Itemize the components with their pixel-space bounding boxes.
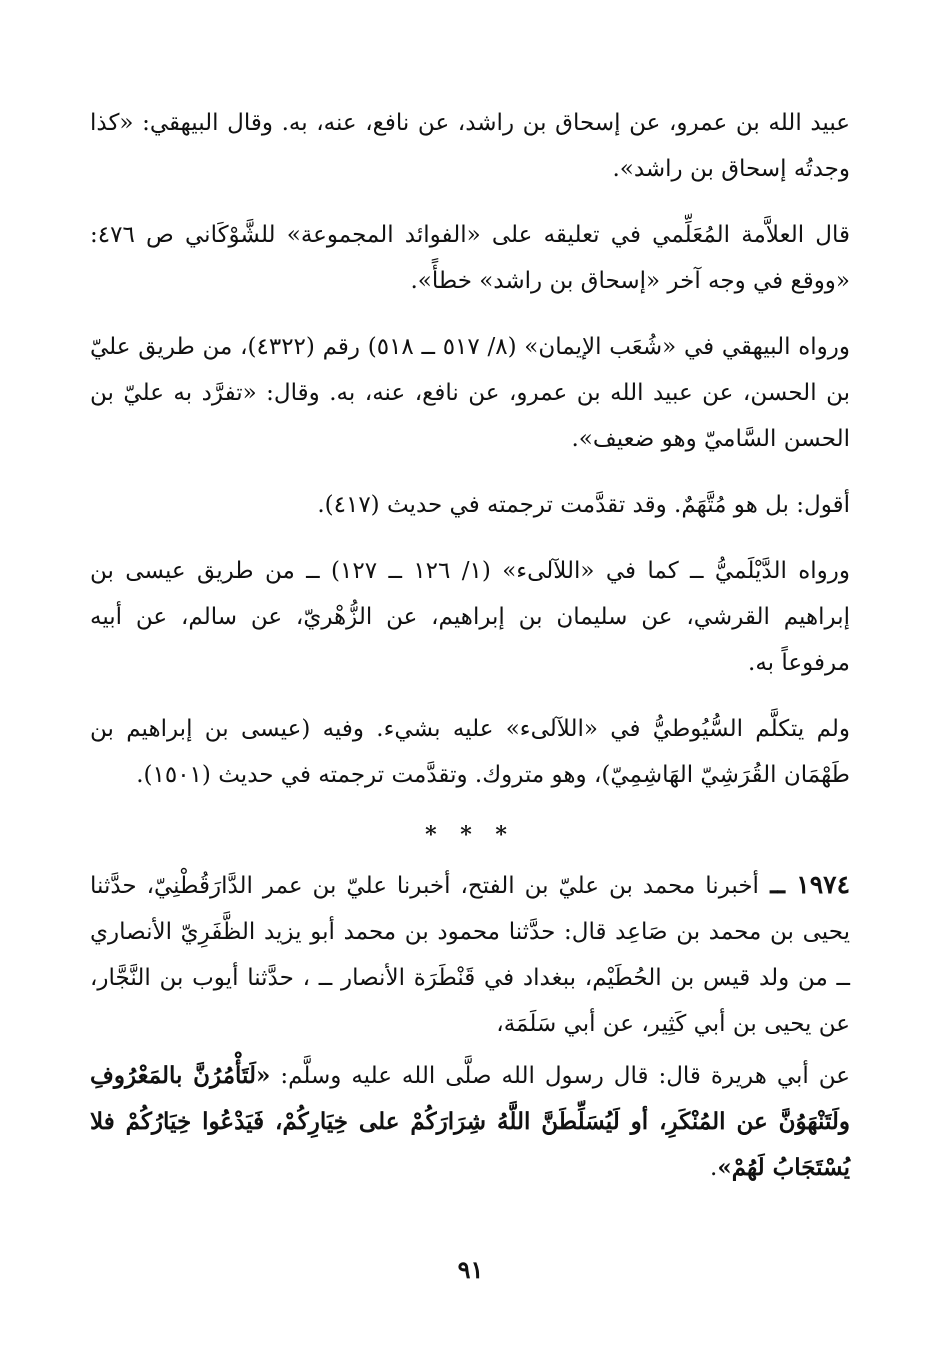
paragraph-daylami-narration: ورواه الدَّيْلَميُّ ــ كما في «اللآلىء» (١/ ١٢٦ ــ ١٢٧) ــ من طريق عيسى بن إبراهيم القرشي، عن سليمان بن إبراهيم، عن الزُّهْريّ، عن سالم، عن أبيه مرفوعاً به. xyxy=(90,558,850,676)
hadith-matn: «لَتَأْمُرُنَّ بالمَعْرُوفِ ولَتَنْهَوُنَّ عن المُنْكَرِ، أو لَيُسَلِّطَنَّ اللَّهُ شِرَارَكُمْ على خِيَارِكُمْ، فَيَدْعُوا خِيَارُكُمْ فلا يُسْتَجَابُ لَهُمْ» xyxy=(90,1062,850,1181)
paragraph-suyuti-comment: ولم يتكلَّم السُّيُوطيُّ في «اللآلىء» عليه بشيء. وفيه (عيسى بن إبراهيم بن طَهْمَان القُرَشِيّ الهَاشِمِيّ)، وهو متروك. وتقدَّمت ترجمته في حديث (١٥٠١). xyxy=(90,716,850,788)
hadith-number: ١٩٧٤ xyxy=(796,870,850,899)
hadith-number-dash: ــ xyxy=(758,870,797,899)
paragraph-muallimi-comment: قال العلاَّمة المُعَلِّمي في تعليقه على «الفوائد المجموعة» للشَّوْكَاني ص ٤٧٦: «ووقع في وجه آخر «إسحاق بن راشد» خطأً». xyxy=(90,222,850,294)
hadith-chain-paragraph xyxy=(90,862,850,1047)
hadith-isnad: أخبرنا محمد بن عليّ بن الفتح، أخبرنا عليّ بن عمر الدَّارَقُطْنِيّ، حدَّثنا يحيى بن محمد بن صَاعِد قال: حدَّثنا محمود بن محمد أبو يزيد الظَّفَرِيّ الأنصاري ــ من ولد قيس بن الحُطَيْم، ببغداد في قَنْطَرَة الأنصار ــ ، حدَّثنا أيوب بن النَّجَّار، عن يحيى بن أبي كَثِير، عن أبي سَلَمَة، xyxy=(90,873,850,1037)
section-separator: * * * xyxy=(425,822,515,848)
paragraph-bayhaqi-shuab: ورواه البيهقي في «شُعَب الإيمان» (٨/ ٥١٧ ــ ٥١٨) رقم (٤٣٢٢)، من طريق عليّ بن الحسن، عن عبيد الله بن عمرو، عن نافع، عنه، به. وقال: «تفرَّد به عليّ بن الحسن السَّاميّ وهو ضعيف». xyxy=(90,334,851,452)
paragraph-author-comment: أقول: بل هو مُتَّهَمٌ. وقد تقدَّمت ترجمته في حديث (٤١٧). xyxy=(317,492,850,518)
hadith-text-paragraph xyxy=(90,1053,850,1191)
page-body xyxy=(90,100,850,1350)
paragraph-isnad-continuation: عبيد الله بن عمرو، عن إسحاق بن راشد، عن نافع، عنه، به. وقال البيهقي: «كذا وجدتُه إسحاق بن راشد». xyxy=(90,110,850,182)
hadith-end: . xyxy=(710,1155,718,1181)
hadith-intro: عن أبي هريرة قال: قال رسول الله صلَّى الله عليه وسلَّم: xyxy=(270,1063,850,1089)
page-number: ٩١ xyxy=(457,1255,484,1284)
